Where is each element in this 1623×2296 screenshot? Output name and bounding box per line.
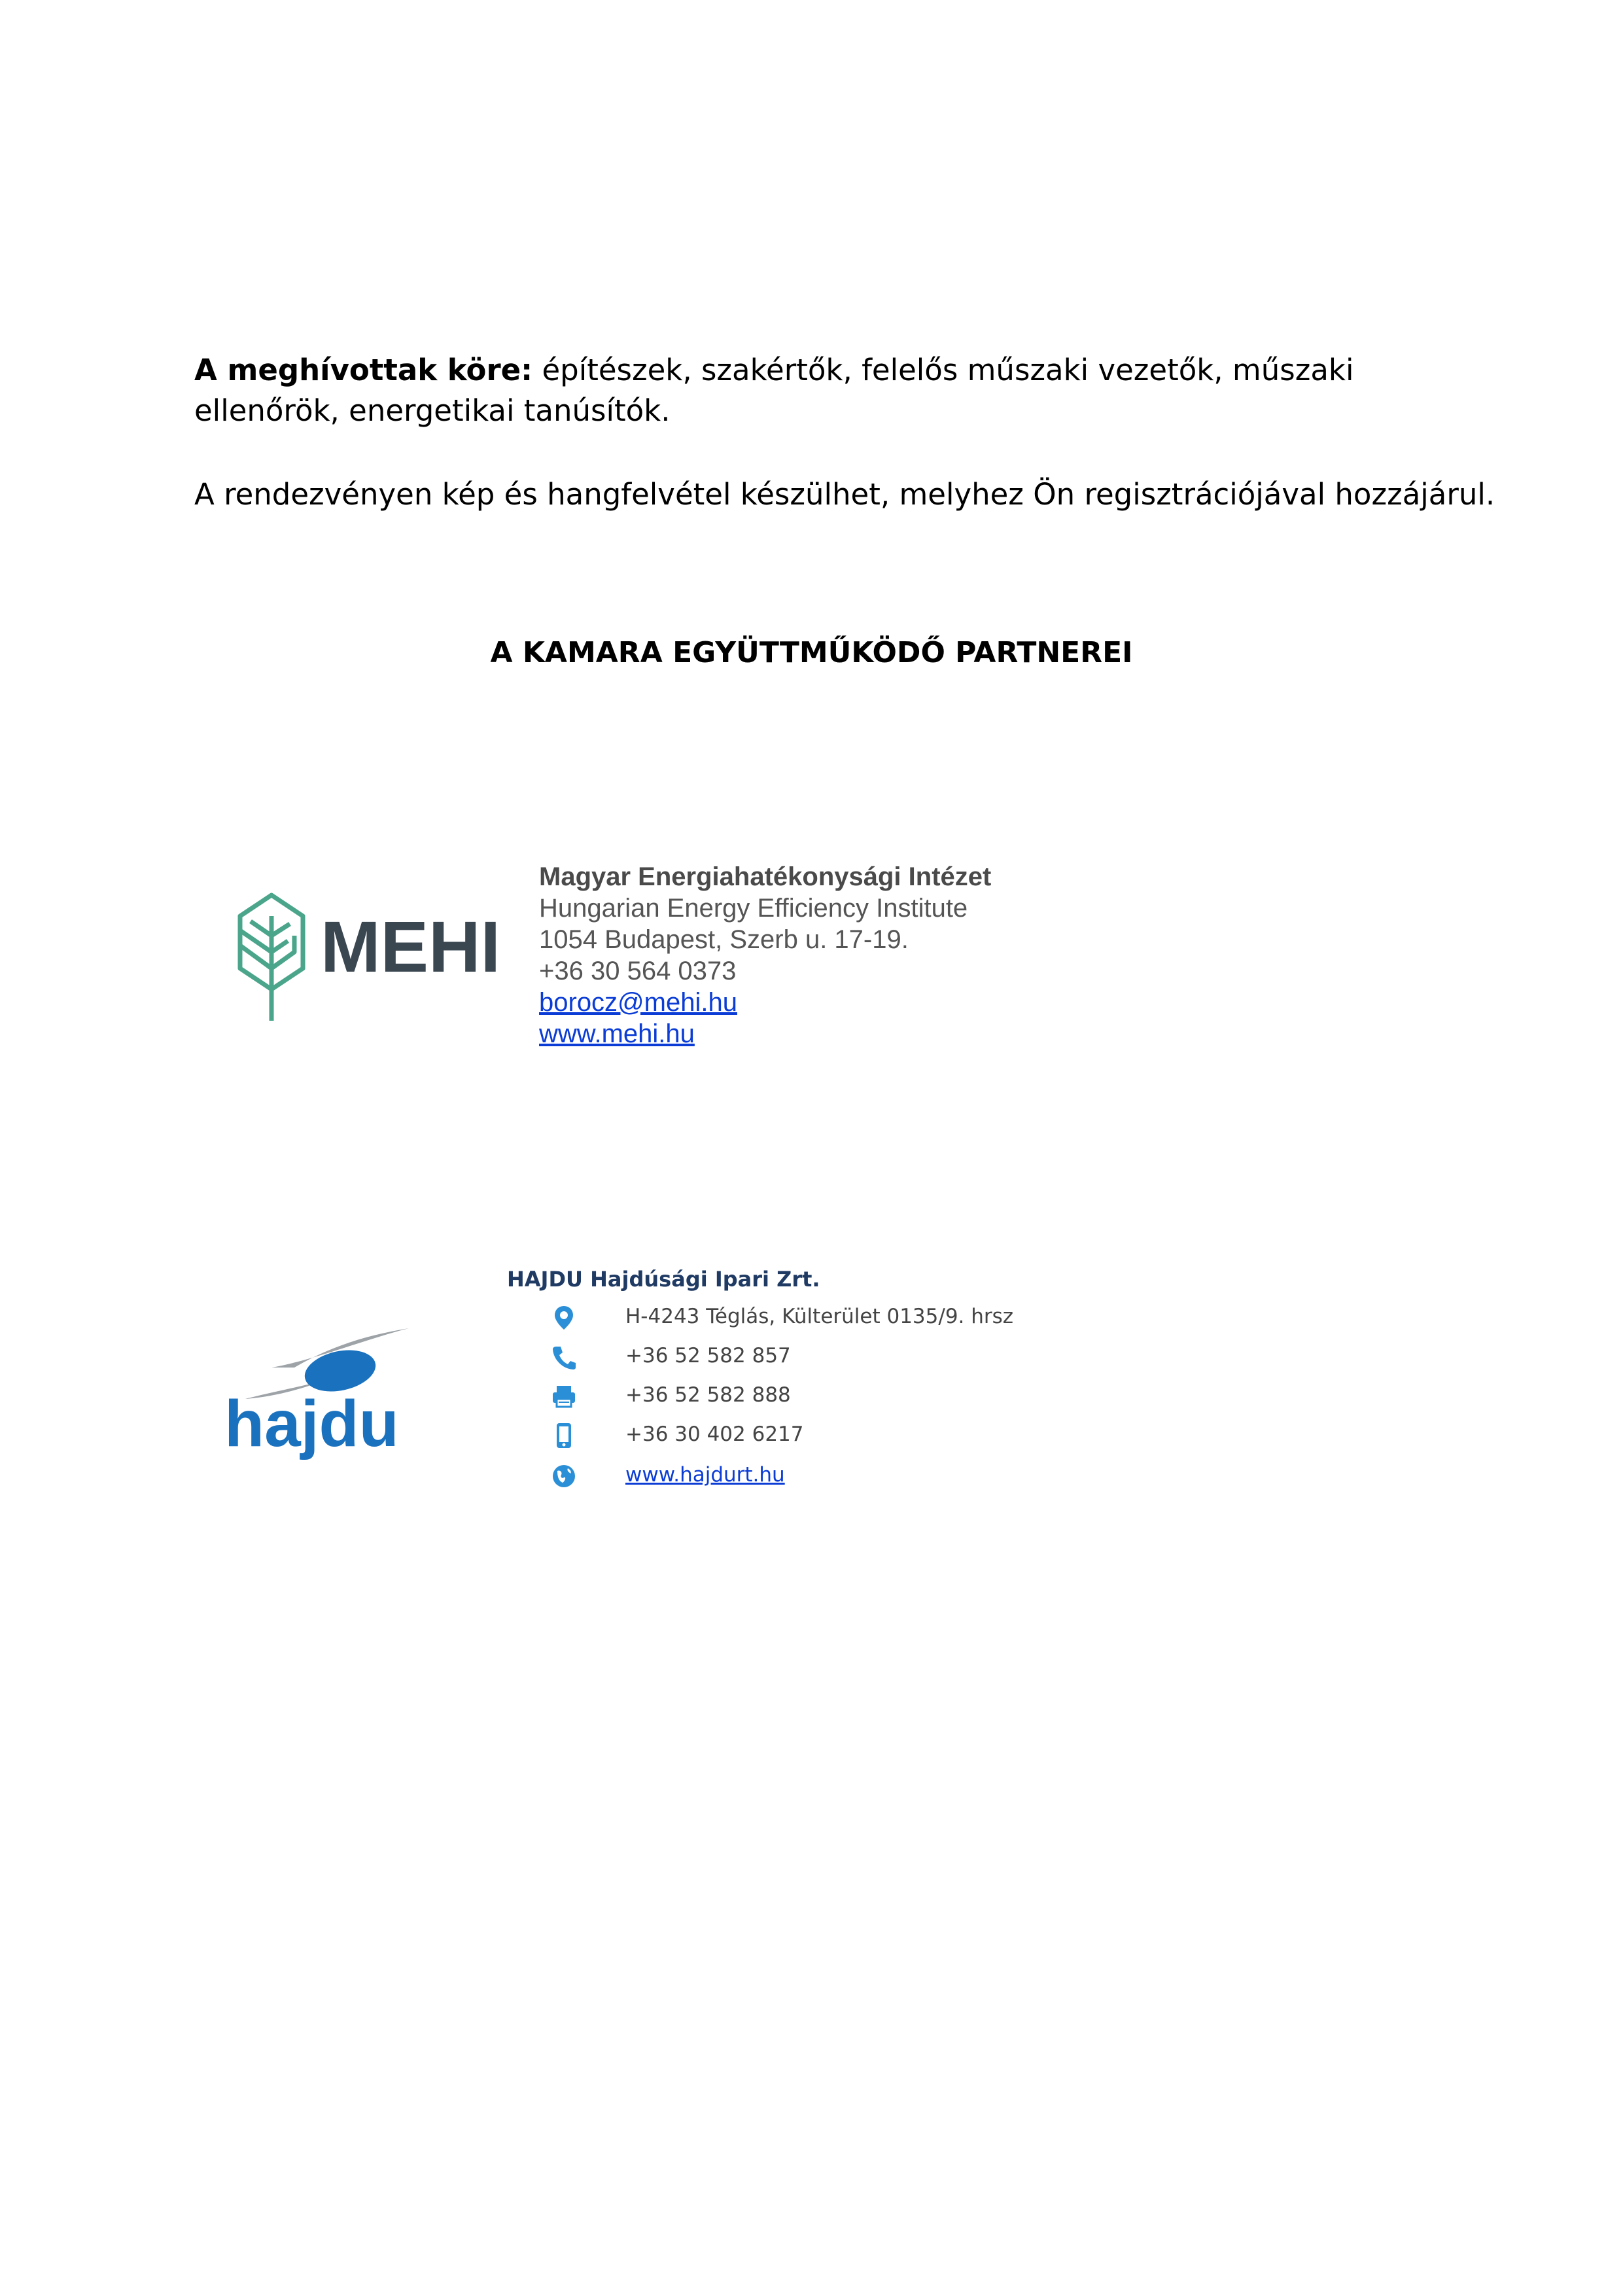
mehi-contact-block [539, 861, 991, 1050]
invitees-label: A meghívottak köre: [194, 353, 533, 387]
hajdu-mobile-row [550, 1420, 1138, 1453]
mehi-address: 1054 Budapest, Szerb u. 17-19. [539, 925, 909, 954]
mehi-leaf-icon [240, 895, 303, 1021]
hajdu-logo [219, 1315, 461, 1466]
hajdu-fax-row [550, 1381, 1138, 1413]
mehi-email-link[interactable]: borocz@mehi.hu [539, 988, 737, 1017]
mehi-name-en: Hungarian Energy Efficiency Institute [539, 894, 968, 923]
phone-icon [550, 1343, 578, 1371]
hajdu-title: HAJDU Hajdúsági Ipari Zrt. [507, 1267, 820, 1292]
mehi-logo [232, 890, 500, 1021]
hajdu-website-link[interactable]: www.hajdurt.hu [625, 1463, 785, 1487]
fax-icon [550, 1382, 578, 1411]
mobile-phone-icon [550, 1421, 578, 1450]
mehi-name: Magyar Energiahatékonysági Intézet [539, 862, 992, 891]
mehi-logo-text: MEHI [321, 907, 500, 987]
hajdu-phone-row [550, 1341, 1138, 1374]
invitees-text: építészek, szakértők, felelős műszaki vezetők, műszaki ellenőrök, energetikai tanúsítók. [194, 353, 1354, 428]
recording-notice: A rendezvényen kép és hangfelvétel készülhet, melyhez Ön regisztrációjával hozzájárul. [194, 477, 1495, 512]
hajdu-website-row[interactable] [550, 1460, 1138, 1493]
hajdu-phone: +36 52 582 857 [625, 1344, 791, 1368]
hajdu-address-row [550, 1302, 1138, 1335]
invitees-paragraph [194, 350, 1437, 431]
hajdu-fax: +36 52 582 888 [625, 1383, 791, 1407]
location-pin-icon [550, 1303, 578, 1332]
mehi-phone: +36 30 564 0373 [539, 957, 737, 985]
partners-heading: A KAMARA EGYÜTTMŰKÖDŐ PARTNEREI [490, 636, 1133, 669]
hajdu-logo-text: hajdu [224, 1387, 399, 1460]
mehi-website-link[interactable]: www.mehi.hu [539, 1019, 695, 1048]
globe-icon [550, 1462, 578, 1491]
hajdu-address: H-4243 Téglás, Külterület 0135/9. hrsz [625, 1305, 1014, 1328]
hajdu-mobile: +36 30 402 6217 [625, 1422, 804, 1446]
